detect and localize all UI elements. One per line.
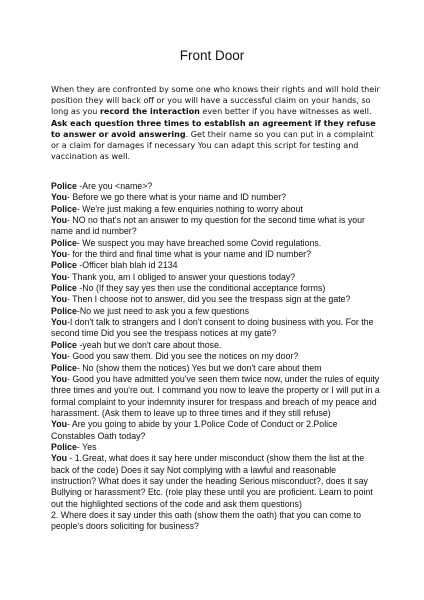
dialogue-line <box>51 215 381 238</box>
intro-text-1: When they are confronted by some one who knows their rights and will hold their position they will back off or you will have a successful claim on your hands, so long as you <box>51 85 380 117</box>
dialogue-line <box>51 306 381 317</box>
speaker-label: You <box>51 192 67 203</box>
dialogue-line <box>51 453 381 510</box>
speaker-label: You <box>51 249 67 260</box>
speaker-label: You <box>51 351 67 362</box>
speaker-label: Police <box>51 237 77 248</box>
dialogue-text: - Good you have admitted you've seen them twice now, under the rules of equity three times and you're out. I command you now to leave the property or I will put in a formal complaint to your indemnity insurer for trespass and breach of my peace and harassment. (Ask them to leave up to three times and if they still refuse) <box>51 373 380 418</box>
speaker-label: Police <box>51 181 77 191</box>
dialogue-line <box>51 260 381 271</box>
speaker-label: You <box>51 373 67 384</box>
dialogue-text: -I don't talk to strangers and I don't consent to doing business with you. For the second time Did you see the trespass notices at my gate? <box>51 317 374 339</box>
speaker-label: Police <box>51 283 77 294</box>
dialogue-text: - Yes <box>76 441 97 452</box>
dialogue-line <box>51 204 381 215</box>
dialogue-text: 2. Where does it say under this oath (show them the oath) that you can come to people's doors soliciting for business? <box>51 509 362 532</box>
dialogue-text: -yeah but we don't care about those. <box>76 339 222 350</box>
intro-paragraph <box>51 84 381 162</box>
dialogue-line <box>51 340 381 351</box>
page-title: Front Door <box>179 48 245 63</box>
speaker-label: Police <box>51 441 77 452</box>
dialogue-text: - 1.Great, what does it say here under misconduct (show them the list at the back of the code) Does it say Not complying with a lawful and reasonable instruction? What does it say under the heading Serious misconduct?, does it say Bullying or harassment? Etc. (role play these until you are proficient. Learn to point out the highlighted sections of the code and ask them questions) <box>51 453 373 509</box>
intro-text-3: . Get their name so you can put in a complaint or a claim for damages if necessary You can adapt this script for testing and vaccination as well. <box>51 129 374 162</box>
speaker-label: Police <box>51 203 77 214</box>
dialogue-text: - Are you going to abide by your 1.Police Code of Conduct or 2.Police Constables Oath today? <box>51 419 338 441</box>
speaker-label: You <box>51 215 67 226</box>
dialogue-line <box>51 294 381 305</box>
dialogue-line <box>51 374 381 419</box>
dialogue-line <box>51 363 381 374</box>
dialogue-text: - Good you saw them. Did you see the notices on my door? <box>66 351 299 362</box>
dialogue-line <box>51 249 381 260</box>
speaker-label: You <box>51 419 67 430</box>
dialogue-line <box>51 272 381 283</box>
speaker-label: Police <box>51 362 77 373</box>
dialogue-text: -Officer blah blah id 2134 <box>76 260 178 271</box>
intro-bold-ask-three-times: Ask each question three times to establish an agreement if they refuse to answer or avoid answering <box>51 118 376 139</box>
dialogue-text: - No (show them the notices) Yes but we don't care about them <box>76 362 322 373</box>
dialogue-text: -Are you <name>? <box>76 181 153 191</box>
dialogue-line <box>51 181 381 192</box>
dialogue-text: - Then I choose not to answer, did you see the trespass sign at the gate? <box>66 294 351 305</box>
dialogue-line <box>51 510 381 533</box>
dialogue-text: -No we just need to ask you a few questions <box>76 305 250 316</box>
dialogue-line <box>51 238 381 249</box>
dialogue-text: - for the third and final time what is your name and ID number? <box>66 249 311 260</box>
dialogue-line <box>51 442 381 453</box>
dialogue-line <box>51 317 381 340</box>
speaker-label: Police <box>51 305 77 316</box>
speaker-label: Police <box>51 260 77 271</box>
dialogue-text: - We suspect you may have breached some Covid regulations. <box>76 237 322 248</box>
dialogue-line <box>51 192 381 203</box>
intro-text-2: even better if you have witnesses as well. <box>199 107 372 117</box>
dialogue-text: - NO no that's not an answer to my question for the second time what is your name and id number? <box>51 215 365 237</box>
speaker-label: Police <box>51 339 77 350</box>
dialogue-text: -No (If they say yes then use the conditional acceptance forms) <box>76 283 326 294</box>
dialogue-text: - Thank you, am I obliged to answer your questions today? <box>66 271 296 282</box>
dialogue-text: - Before we go there what is your name and ID number? <box>66 192 287 203</box>
intro-bold-record: record the interaction <box>99 107 200 117</box>
speaker-label: You <box>51 317 67 328</box>
dialogue-line <box>51 351 381 362</box>
speaker-label: You <box>51 453 67 464</box>
speaker-label: You <box>51 294 67 305</box>
dialogue-line <box>51 283 381 294</box>
dialogue-text: - We're just making a few enquiries nothing to worry about <box>76 203 303 214</box>
speaker-label: You <box>51 271 67 282</box>
dialogue-script <box>51 181 381 533</box>
dialogue-line <box>51 419 381 442</box>
